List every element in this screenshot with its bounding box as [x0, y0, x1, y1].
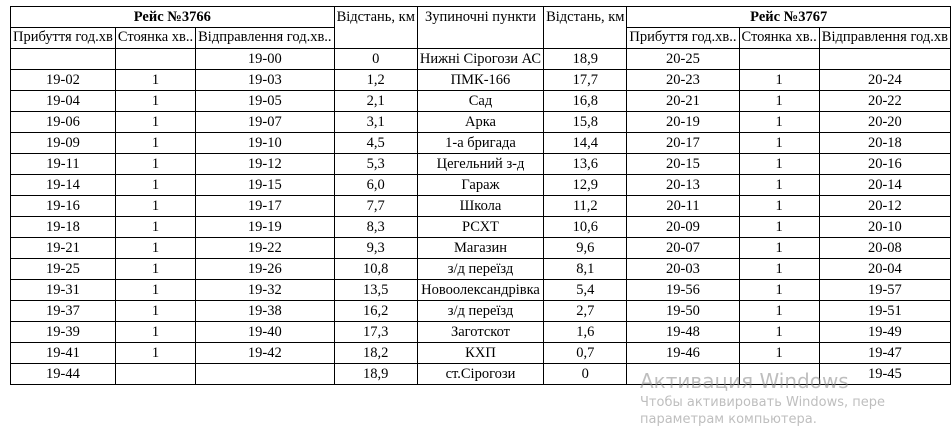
- distance-right-cell: 12,9: [544, 175, 627, 196]
- departure-left-cell: 19-19: [196, 217, 334, 238]
- stay-right-cell: 1: [739, 217, 819, 238]
- departure-right-cell: 19-45: [819, 364, 950, 385]
- arrival-left-cell: 19-11: [11, 154, 116, 175]
- departure-right-cell: 20-16: [819, 154, 950, 175]
- distance-left-cell: 8,3: [334, 217, 417, 238]
- stops-header: Зупиночні пункти: [417, 7, 543, 49]
- stay-left-cell: 1: [115, 70, 195, 91]
- stop-name-cell: Арка: [417, 112, 543, 133]
- distance-header-right: Відстань, км: [544, 7, 627, 49]
- distance-right-cell: 9,6: [544, 238, 627, 259]
- distance-right-cell: 0,7: [544, 343, 627, 364]
- distance-right-cell: 8,1: [544, 259, 627, 280]
- departure-left-cell: 19-32: [196, 280, 334, 301]
- distance-right-cell: 0: [544, 364, 627, 385]
- distance-right-cell: 16,8: [544, 91, 627, 112]
- arrival-right-cell: 20-17: [627, 133, 739, 154]
- schedule-table: [10, 6, 951, 385]
- stop-name-cell: ст.Сірогози: [417, 364, 543, 385]
- stop-name-cell: 1-а бригада: [417, 133, 543, 154]
- distance-left-cell: 4,5: [334, 133, 417, 154]
- arrival-header-left: Прибуття год.хв: [11, 28, 116, 49]
- departure-right-cell: 19-51: [819, 301, 950, 322]
- table-row: [11, 217, 951, 238]
- departure-right-cell: [819, 49, 950, 70]
- stay-left-cell: 1: [115, 217, 195, 238]
- stay-left-cell: 1: [115, 259, 195, 280]
- arrival-left-cell: 19-25: [11, 259, 116, 280]
- trip-left-title: Рейс №3766: [11, 7, 335, 28]
- departure-left-cell: [196, 364, 334, 385]
- stop-name-cell: РСХТ: [417, 217, 543, 238]
- distance-right-cell: 18,9: [544, 49, 627, 70]
- departure-left-cell: 19-17: [196, 196, 334, 217]
- stay-right-cell: 1: [739, 154, 819, 175]
- arrival-left-cell: 19-18: [11, 217, 116, 238]
- departure-header-left: Відправлення год.хв..: [196, 28, 334, 49]
- stay-right-cell: 1: [739, 343, 819, 364]
- arrival-right-cell: 19-50: [627, 301, 739, 322]
- arrival-left-cell: 19-37: [11, 301, 116, 322]
- arrival-right-cell: 20-11: [627, 196, 739, 217]
- arrival-left-cell: 19-06: [11, 112, 116, 133]
- stay-right-cell: 1: [739, 112, 819, 133]
- departure-left-cell: 19-15: [196, 175, 334, 196]
- header-row-trips: [11, 7, 951, 28]
- departure-left-cell: 19-05: [196, 91, 334, 112]
- distance-right-cell: 11,2: [544, 196, 627, 217]
- stay-right-cell: 1: [739, 70, 819, 91]
- departure-left-cell: 19-00: [196, 49, 334, 70]
- departure-left-cell: 19-03: [196, 70, 334, 91]
- departure-right-cell: 20-04: [819, 259, 950, 280]
- stay-right-cell: 1: [739, 259, 819, 280]
- stop-name-cell: Школа: [417, 196, 543, 217]
- departure-right-cell: 20-18: [819, 133, 950, 154]
- windows-activation-watermark-title: Активация Windows: [640, 369, 849, 393]
- departure-left-cell: 19-38: [196, 301, 334, 322]
- arrival-left-cell: 19-16: [11, 196, 116, 217]
- stay-left-cell: 1: [115, 343, 195, 364]
- arrival-right-cell: 19-46: [627, 343, 739, 364]
- departure-left-cell: 19-42: [196, 343, 334, 364]
- table-row: [11, 343, 951, 364]
- stop-name-cell: КХП: [417, 343, 543, 364]
- table-row: [11, 301, 951, 322]
- stay-right-cell: 1: [739, 322, 819, 343]
- stay-left-cell: [115, 49, 195, 70]
- table-row: [11, 259, 951, 280]
- table-row: [11, 91, 951, 112]
- distance-left-cell: 6,0: [334, 175, 417, 196]
- stay-left-cell: 1: [115, 301, 195, 322]
- table-row: [11, 238, 951, 259]
- stop-name-cell: Цегельний з-д: [417, 154, 543, 175]
- stay-left-cell: 1: [115, 238, 195, 259]
- distance-left-cell: 7,7: [334, 196, 417, 217]
- arrival-left-cell: [11, 49, 116, 70]
- stay-left-cell: 1: [115, 175, 195, 196]
- arrival-right-cell: 20-09: [627, 217, 739, 238]
- distance-left-cell: 1,2: [334, 70, 417, 91]
- schedule-body: [11, 49, 951, 385]
- departure-right-cell: 20-14: [819, 175, 950, 196]
- table-row: [11, 133, 951, 154]
- arrival-right-cell: 20-13: [627, 175, 739, 196]
- stop-name-cell: Магазин: [417, 238, 543, 259]
- arrival-left-cell: 19-31: [11, 280, 116, 301]
- stop-name-cell: Новоолександрівка: [417, 280, 543, 301]
- arrival-left-cell: 19-39: [11, 322, 116, 343]
- table-row: [11, 70, 951, 91]
- arrival-left-cell: 19-02: [11, 70, 116, 91]
- table-row: [11, 364, 951, 385]
- windows-activation-watermark-line: параметрам компьютера.: [640, 412, 817, 427]
- stay-header-right: Стоянка хв..: [739, 28, 819, 49]
- stay-right-cell: 1: [739, 238, 819, 259]
- stay-left-cell: 1: [115, 196, 195, 217]
- departure-left-cell: 19-10: [196, 133, 334, 154]
- stop-name-cell: ПМК-166: [417, 70, 543, 91]
- arrival-right-cell: 19-48: [627, 322, 739, 343]
- arrival-right-cell: 20-15: [627, 154, 739, 175]
- arrival-left-cell: 19-04: [11, 91, 116, 112]
- distance-left-cell: 13,5: [334, 280, 417, 301]
- departure-left-cell: 19-22: [196, 238, 334, 259]
- distance-left-cell: 18,2: [334, 343, 417, 364]
- windows-activation-watermark-line: Чтобы активировать Windows, пере: [640, 395, 886, 410]
- table-row: [11, 154, 951, 175]
- stop-name-cell: Нижні Сірогози АС: [417, 49, 543, 70]
- trip-right-title: Рейс №3767: [627, 7, 951, 28]
- table-row: [11, 112, 951, 133]
- stop-name-cell: з/д переїзд: [417, 259, 543, 280]
- stay-left-cell: 1: [115, 91, 195, 112]
- table-row: [11, 322, 951, 343]
- table-row: [11, 196, 951, 217]
- stop-name-cell: з/д переїзд: [417, 301, 543, 322]
- departure-right-cell: 20-24: [819, 70, 950, 91]
- stay-header-left: Стоянка хв..: [115, 28, 195, 49]
- stay-left-cell: [115, 364, 195, 385]
- departure-right-cell: 20-10: [819, 217, 950, 238]
- distance-left-cell: 0: [334, 49, 417, 70]
- arrival-left-cell: 19-21: [11, 238, 116, 259]
- distance-right-cell: 14,4: [544, 133, 627, 154]
- distance-right-cell: 5,4: [544, 280, 627, 301]
- arrival-left-cell: 19-44: [11, 364, 116, 385]
- distance-right-cell: 15,8: [544, 112, 627, 133]
- departure-left-cell: 19-26: [196, 259, 334, 280]
- distance-left-cell: 5,3: [334, 154, 417, 175]
- stay-left-cell: 1: [115, 154, 195, 175]
- stop-name-cell: Заготскот: [417, 322, 543, 343]
- stay-right-cell: 1: [739, 133, 819, 154]
- arrival-right-cell: 20-25: [627, 49, 739, 70]
- stay-right-cell: 1: [739, 196, 819, 217]
- stop-name-cell: Гараж: [417, 175, 543, 196]
- arrival-right-cell: 20-23: [627, 70, 739, 91]
- arrival-right-cell: 20-07: [627, 238, 739, 259]
- distance-right-cell: 2,7: [544, 301, 627, 322]
- arrival-right-cell: 19-56: [627, 280, 739, 301]
- distance-left-cell: 10,8: [334, 259, 417, 280]
- departure-right-cell: 20-20: [819, 112, 950, 133]
- distance-right-cell: 10,6: [544, 217, 627, 238]
- distance-right-cell: 13,6: [544, 154, 627, 175]
- arrival-right-cell: 20-03: [627, 259, 739, 280]
- arrival-left-cell: 19-09: [11, 133, 116, 154]
- departure-header-right: Відправлення год.хв: [819, 28, 950, 49]
- table-row: [11, 175, 951, 196]
- distance-left-cell: 3,1: [334, 112, 417, 133]
- stay-right-cell: [739, 49, 819, 70]
- distance-left-cell: 16,2: [334, 301, 417, 322]
- distance-left-cell: 9,3: [334, 238, 417, 259]
- departure-right-cell: 20-08: [819, 238, 950, 259]
- table-row: [11, 49, 951, 70]
- departure-right-cell: 19-49: [819, 322, 950, 343]
- stay-left-cell: 1: [115, 322, 195, 343]
- stay-right-cell: 1: [739, 280, 819, 301]
- departure-left-cell: 19-12: [196, 154, 334, 175]
- departure-left-cell: 19-40: [196, 322, 334, 343]
- stay-left-cell: 1: [115, 280, 195, 301]
- stay-left-cell: 1: [115, 112, 195, 133]
- departure-right-cell: 20-12: [819, 196, 950, 217]
- departure-right-cell: 19-47: [819, 343, 950, 364]
- distance-header-left: Відстань, км: [334, 7, 417, 49]
- distance-right-cell: 17,7: [544, 70, 627, 91]
- arrival-header-right: Прибуття год.хв..: [627, 28, 739, 49]
- stay-right-cell: 1: [739, 301, 819, 322]
- table-row: [11, 280, 951, 301]
- distance-left-cell: 18,9: [334, 364, 417, 385]
- arrival-right-cell: [627, 364, 739, 385]
- distance-left-cell: 17,3: [334, 322, 417, 343]
- stop-name-cell: Сад: [417, 91, 543, 112]
- departure-left-cell: 19-07: [196, 112, 334, 133]
- stay-right-cell: 1: [739, 91, 819, 112]
- stay-left-cell: 1: [115, 133, 195, 154]
- distance-right-cell: 1,6: [544, 322, 627, 343]
- arrival-right-cell: 20-21: [627, 91, 739, 112]
- departure-right-cell: 19-57: [819, 280, 950, 301]
- arrival-left-cell: 19-41: [11, 343, 116, 364]
- arrival-left-cell: 19-14: [11, 175, 116, 196]
- departure-right-cell: 20-22: [819, 91, 950, 112]
- arrival-right-cell: 20-19: [627, 112, 739, 133]
- stay-right-cell: [739, 364, 819, 385]
- distance-left-cell: 2,1: [334, 91, 417, 112]
- stay-right-cell: 1: [739, 175, 819, 196]
